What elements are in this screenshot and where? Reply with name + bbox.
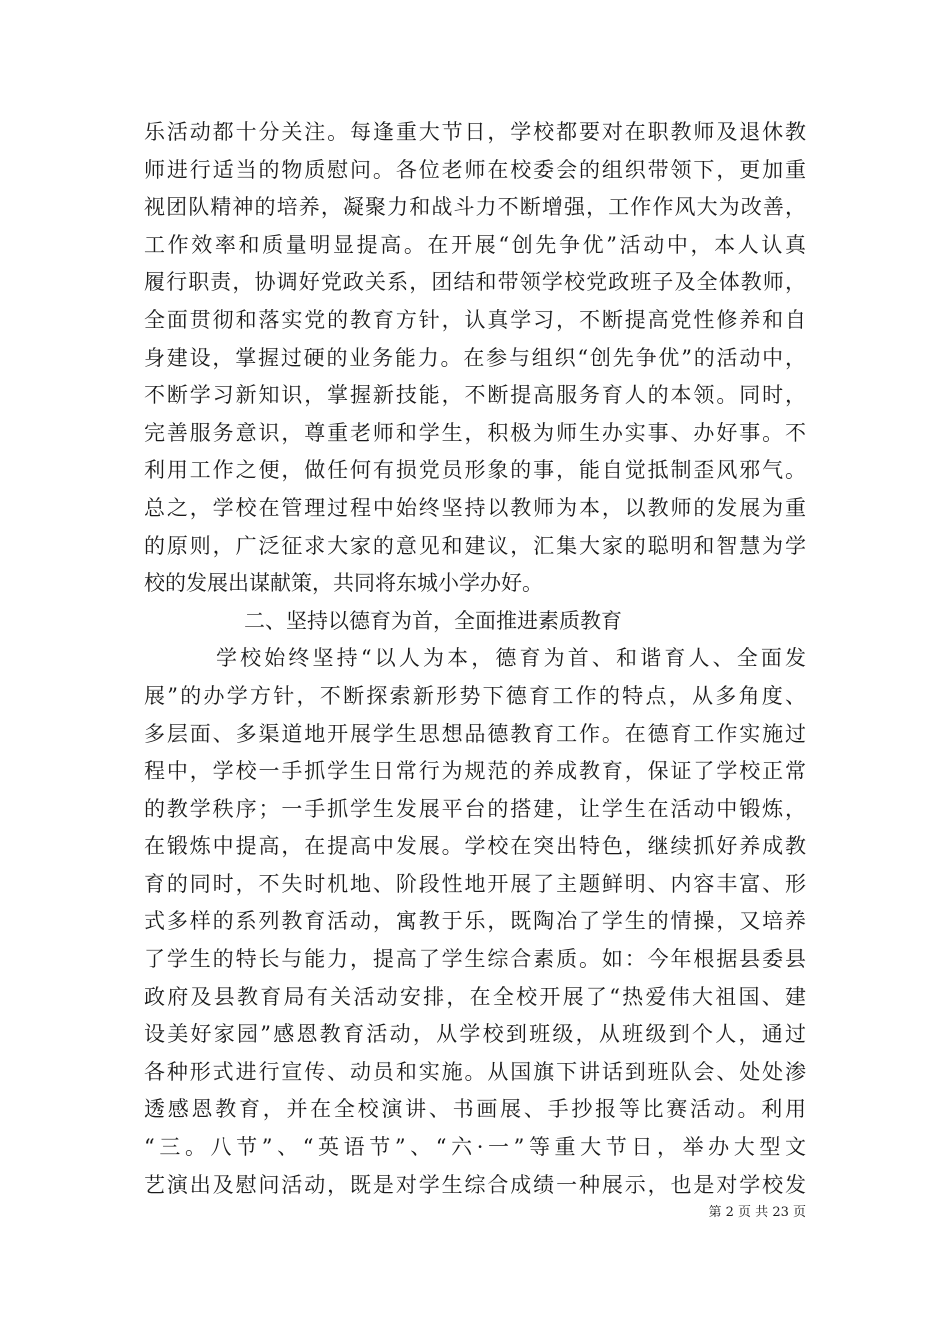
text-line: 的教学秩序；一手抓学生发展平台的搭建，让学生在活动中锻炼，	[144, 796, 806, 821]
body-text	[144, 114, 806, 1204]
text-line: 身建设，掌握过硬的业务能力。在参与组织“创先争优”的活动中，	[144, 345, 806, 370]
text-line: 的原则，广泛征求大家的意见和建议，汇集大家的聪明和智慧为学	[144, 533, 806, 558]
text-line: 在锻炼中提高，在提高中发展。学校在突出特色，继续抓好养成教	[144, 834, 806, 859]
text-line: 了学生的特长与能力，提高了学生综合素质。如：今年根据县委县	[144, 947, 806, 972]
text-line: 工作效率和质量明显提高。在开展“创先争优”活动中，本人认真	[144, 232, 806, 257]
text-line: 艺演出及慰问活动，既是对学生综合成绩一种展示，也是对学校发	[144, 1172, 806, 1197]
text-line: 设美好家园”感恩教育活动，从学校到班级，从班级到个人，通过	[144, 1022, 806, 1047]
text-line: 育的同时，不失时机地、阶段性地开展了主题鲜明、内容丰富、形	[144, 871, 806, 896]
text-line: 政府及县教育局有关活动安排，在全校开展了“热爱伟大祖国、建	[144, 984, 806, 1009]
text-line: 师进行适当的物质慰问。各位老师在校委会的组织带领下，更加重	[144, 157, 806, 182]
text-line: 程中，学校一手抓学生日常行为规范的养成教育，保证了学校正常	[144, 759, 806, 784]
text-line: 各种形式进行宣传、动员和实施。从国旗下讲话到班队会、处处渗	[144, 1059, 806, 1084]
text-line: 利用工作之便，做任何有损党员形象的事，能自觉抵制歪风邪气。	[144, 458, 806, 483]
text-line: 乐活动都十分关注。每逢重大节日，学校都要对在职教师及退休教	[144, 120, 806, 144]
text-line: “三。八节”、“英语节”、“六·一”等重大节日，举办大型文	[144, 1135, 806, 1160]
text-line: 总之，学校在管理过程中始终坚持以教师为本，以教师的发展为重	[144, 495, 806, 520]
text-line: 透感恩教育，并在全校演讲、书画展、手抄报等比赛活动。利用	[144, 1097, 806, 1122]
text-line: 完善服务意识，尊重老师和学生，积极为师生办实事、办好事。不	[144, 420, 806, 445]
text-line: 展”的办学方针，不断探索新形势下德育工作的特点，从多角度、	[144, 683, 806, 708]
paragraph-first-line: 学校始终坚持“以人为本，德育为首、和谐育人、全面发	[216, 646, 806, 671]
text-line: 不断学习新知识，掌握新技能，不断提高服务育人的本领。同时，	[144, 383, 806, 408]
text-line: 视团队精神的培养，凝聚力和战斗力不断增强，工作作风大为改善，	[144, 195, 806, 220]
text-line: 式多样的系列教育活动，寓教于乐，既陶冶了学生的情操，又培养	[144, 909, 806, 934]
text-line: 校的发展出谋献策，共同将东城小学办好。	[144, 571, 543, 596]
text-line: 全面贯彻和落实党的教育方针，认真学习，不断提高党性修养和自	[144, 307, 806, 332]
section-heading: 二、坚持以德育为首，全面推进素质教育	[244, 608, 622, 633]
text-line: 多层面、多渠道地开展学生思想品德教育工作。在德育工作实施过	[144, 721, 806, 746]
text-line: 履行职责，协调好党政关系，团结和带领学校党政班子及全体教师，	[144, 270, 806, 295]
page-number-footer: 第 2 页 共 23 页	[708, 1205, 806, 1220]
